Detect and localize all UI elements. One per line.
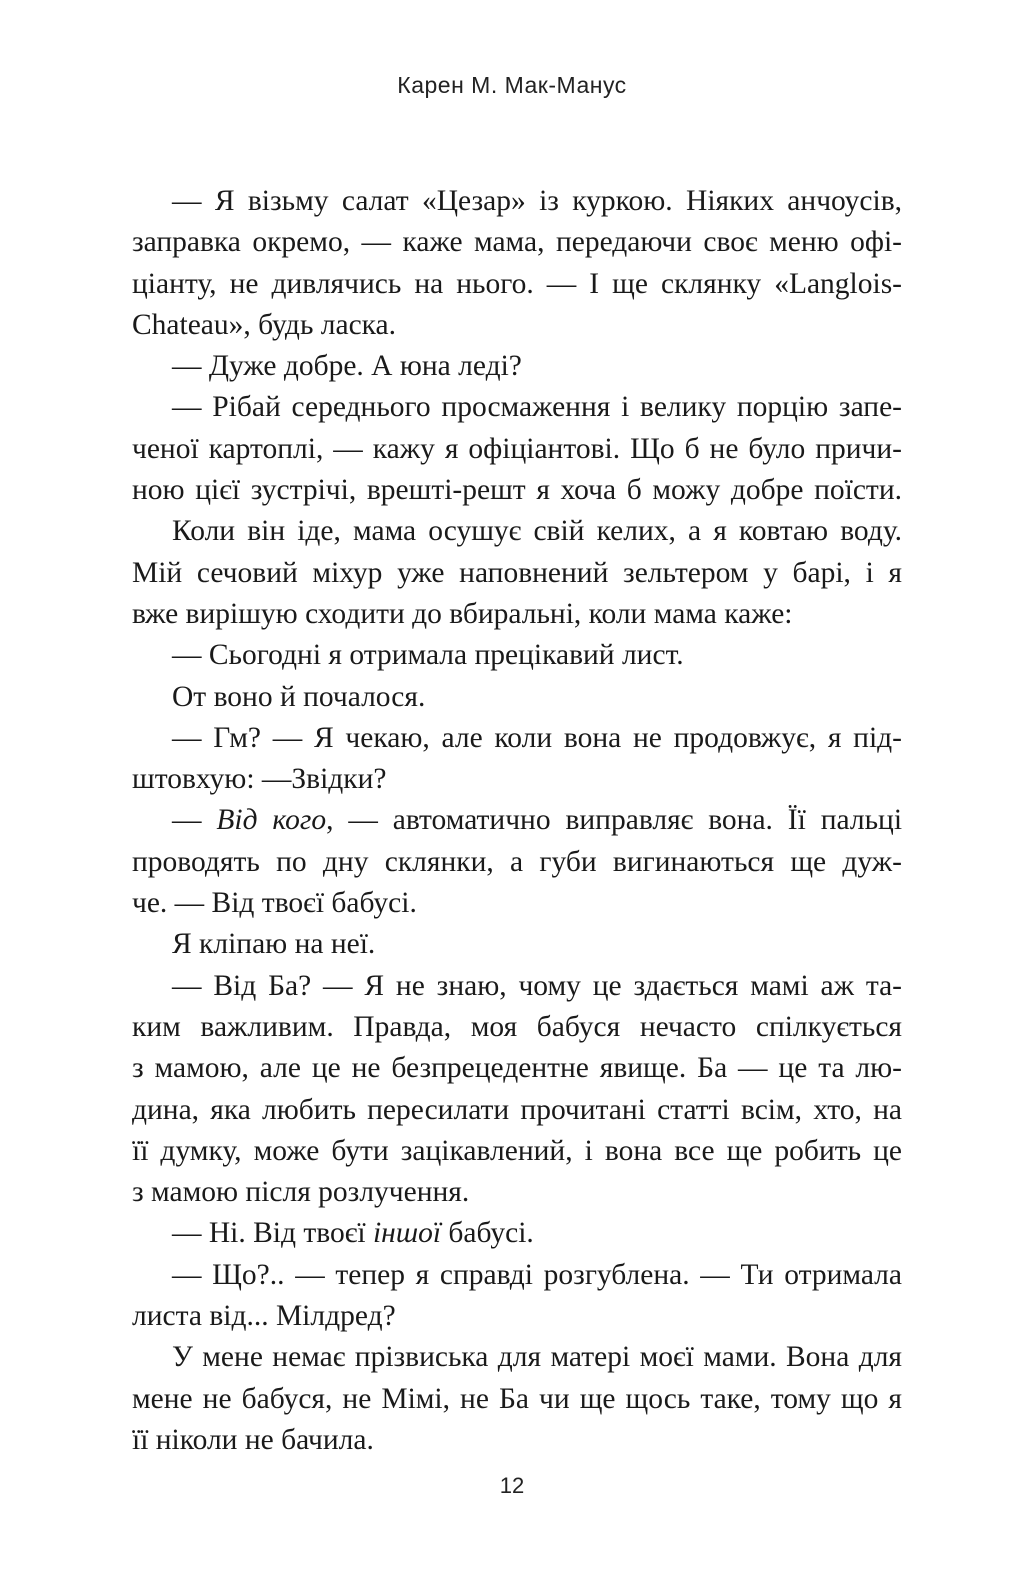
page-number: 12	[499, 1473, 525, 1498]
text-line: У мене немає прізвиська для матері моєї мами. Вона для	[172, 1341, 902, 1374]
text-line: штовхую: —Звідки?	[132, 763, 387, 796]
text-line: з мамою після розлучення.	[132, 1176, 470, 1209]
text-line: її думку, може бути зацікавлений, і вона все ще робить це	[132, 1134, 902, 1167]
text-line: листа від... Мілдред?	[132, 1300, 396, 1333]
emphasis: іншої	[372, 1217, 442, 1250]
text-line: Коли він іде, мама осушує свій келих, а я ковтаю воду.	[172, 515, 902, 548]
text-line: проводять по дну склянки, а губи вигинаються ще дуж-	[132, 845, 902, 878]
text-line: — Від кого, — автоматично виправляє вона. Її пальці	[172, 804, 902, 837]
text-line: — Гм? — Я чекаю, але коли вона не продовжує, я під-	[172, 721, 902, 754]
text-line: з мамою, але це не безпрецедентне явище. Ба — це та лю-	[132, 1052, 902, 1085]
text-line: Chateau», будь ласка.	[132, 308, 397, 341]
text-line: заправка окремо, — каже мама, передаючи своє меню офі-	[132, 226, 902, 259]
text-line: ною цієї зустрічі, врешті-решт я хоча б можу добре поїсти.	[132, 474, 902, 507]
text-line: дина, яка любить пересилати прочитані статті всім, хто, на	[132, 1093, 902, 1126]
text-line: — Дуже добре. А юна леді?	[172, 350, 522, 383]
text-line: че. — Від твоєї бабусі.	[132, 887, 417, 920]
text-line: — Рібай середнього просмаження і велику порцію запе-	[172, 391, 902, 424]
running-head: Карен М. Мак-Манус	[397, 72, 627, 98]
text-line: ким важливим. Правда, моя бабуся нечасто спілкується	[132, 1010, 902, 1043]
text-line: — Сьогодні я отримала прецікавий лист.	[172, 639, 684, 672]
text-line: От воно й почалося.	[172, 680, 426, 713]
text-line: вже вирішую сходити до вбиральні, коли мама каже:	[132, 597, 793, 630]
text-line: Мій сечовий міхур уже наповнений зельтером у барі, і я	[132, 556, 902, 589]
text-line: мене не бабуся, не Мімі, не Ба чи ще щось таке, тому що я	[132, 1382, 902, 1415]
body-text	[132, 181, 902, 1461]
text-line: — Ні. Від твоєї іншої бабусі.	[172, 1217, 534, 1250]
emphasis: Від кого	[216, 804, 327, 837]
text-line: Я кліпаю на неї.	[172, 928, 376, 961]
text-line: — Я візьму салат «Цезар» із куркою. Ніяких анчоусів,	[172, 185, 902, 217]
text-line: ціанту, не дивлячись на нього. — І ще склянку «Langlois-	[132, 267, 902, 300]
text-line: — Що?.. — тепер я справді розгублена. — Ти отримала	[172, 1258, 902, 1291]
text-line: ченої картоплі, — кажу я офіціантові. Що б не було причи-	[132, 432, 902, 465]
text-line: її ніколи не бачила.	[132, 1423, 374, 1456]
text-line: — Від Ба? — Я не знаю, чому це здається мамі аж та-	[172, 969, 902, 1002]
